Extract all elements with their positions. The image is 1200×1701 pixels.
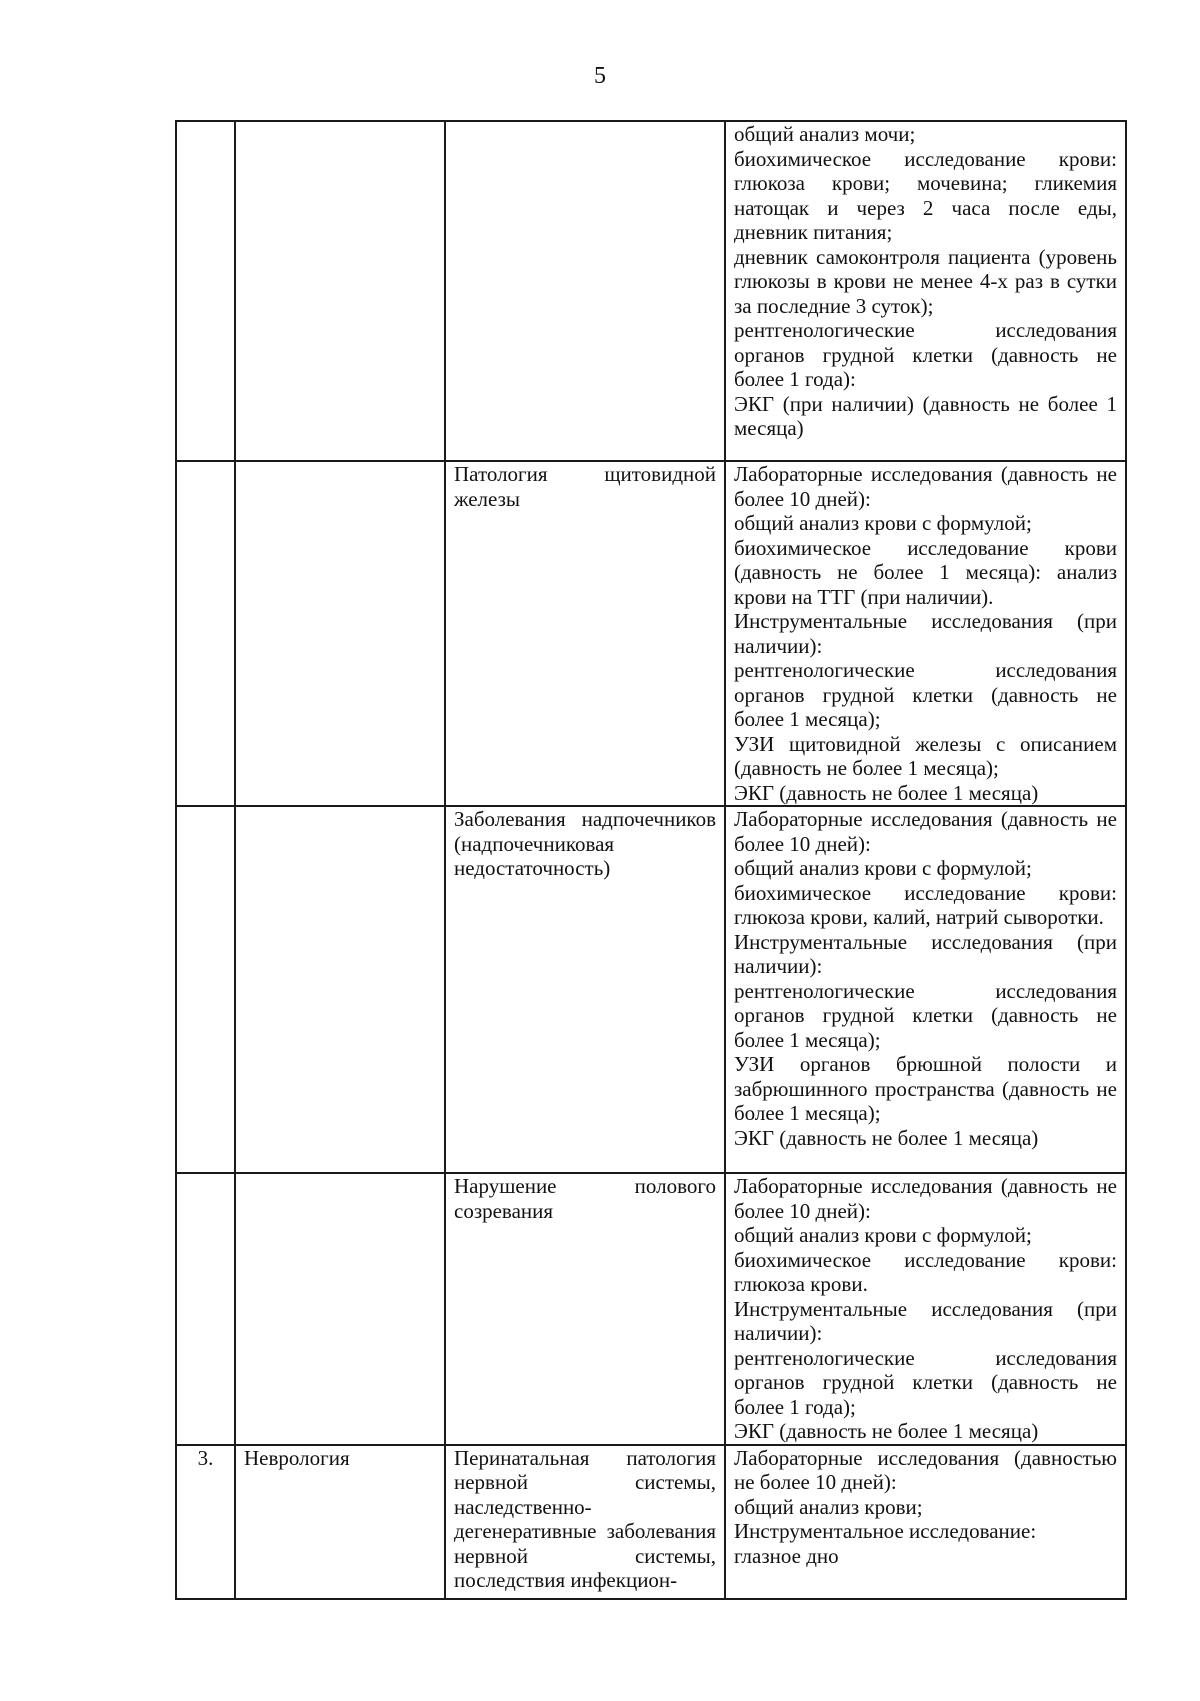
specialty-cell xyxy=(235,121,445,461)
table-row xyxy=(176,806,1126,1173)
table-row xyxy=(176,1445,1126,1599)
requirements-cell: Лабораторные исследования (давность не более 10 дней): общий анализ крови с формулой; биохимическое исследование крови (давность не более 1 месяца): анализ крови на ТТГ (при наличии). Инструментальные исследования (при наличии): рентгенологические исследования органов грудной клетки (давность не более 1 месяца); УЗИ щитовидной железы с описанием (давность не более 1 месяца); ЭКГ (давность не более 1 месяца) xyxy=(725,461,1126,806)
requirements-cell: общий анализ мочи; биохимическое исследование крови: глюкоза крови; мочевина; гликемия натощак и через 2 часа после еды, дневник питания; дневник самоконтроля пациента (уровень глюкозы в крови не менее 4-х раз в сутки за последние 3 суток); рентгенологические исследования органов грудной клетки (давность не более 1 года): ЭКГ (при наличии) (давность не более 1 месяца) xyxy=(725,121,1126,461)
specialty-cell xyxy=(235,1173,445,1445)
specialty-cell xyxy=(235,806,445,1173)
row-number xyxy=(176,121,235,461)
row-number xyxy=(176,1173,235,1445)
condition-cell xyxy=(445,121,725,461)
condition-cell: Патология щитовидной железы xyxy=(445,461,725,806)
document-table xyxy=(175,120,1127,1600)
row-number xyxy=(176,461,235,806)
row-number xyxy=(176,806,235,1173)
page-number: 5 xyxy=(594,63,606,89)
condition-cell: Заболевания надпочечников (надпочечниковая недостаточность) xyxy=(445,806,725,1173)
table-row xyxy=(176,121,1126,461)
specialty-cell xyxy=(235,461,445,806)
table-row xyxy=(176,461,1126,806)
condition-cell: Нарушение полового созревания xyxy=(445,1173,725,1445)
requirements-cell: Лабораторные исследования (давностью не более 10 дней): общий анализ крови; Инструментальное исследование: глазное дно xyxy=(725,1445,1126,1599)
table-row xyxy=(176,1173,1126,1445)
row-number: 3. xyxy=(176,1445,235,1599)
requirements-cell: Лабораторные исследования (давность не более 10 дней): общий анализ крови с формулой; биохимическое исследование крови: глюкоза крови, калий, натрий сыворотки. Инструментальные исследования (при наличии): рентгенологические исследования органов грудной клетки (давность не более 1 месяца); УЗИ органов брюшной полости и забрюшинного пространства (давность не более 1 месяца); ЭКГ (давность не более 1 месяца) xyxy=(725,806,1126,1173)
condition-cell: Перинатальная патология нервной системы, наследственно-дегенеративные заболевания нервной системы, последствия инфекцион- xyxy=(445,1445,725,1599)
specialty-cell: Неврология xyxy=(235,1445,445,1599)
requirements-cell: Лабораторные исследования (давность не более 10 дней): общий анализ крови с формулой; биохимическое исследование крови: глюкоза крови. Инструментальные исследования (при наличии): рентгенологические исследования органов грудной клетки (давность не более 1 года); ЭКГ (давность не более 1 месяца) xyxy=(725,1173,1126,1445)
